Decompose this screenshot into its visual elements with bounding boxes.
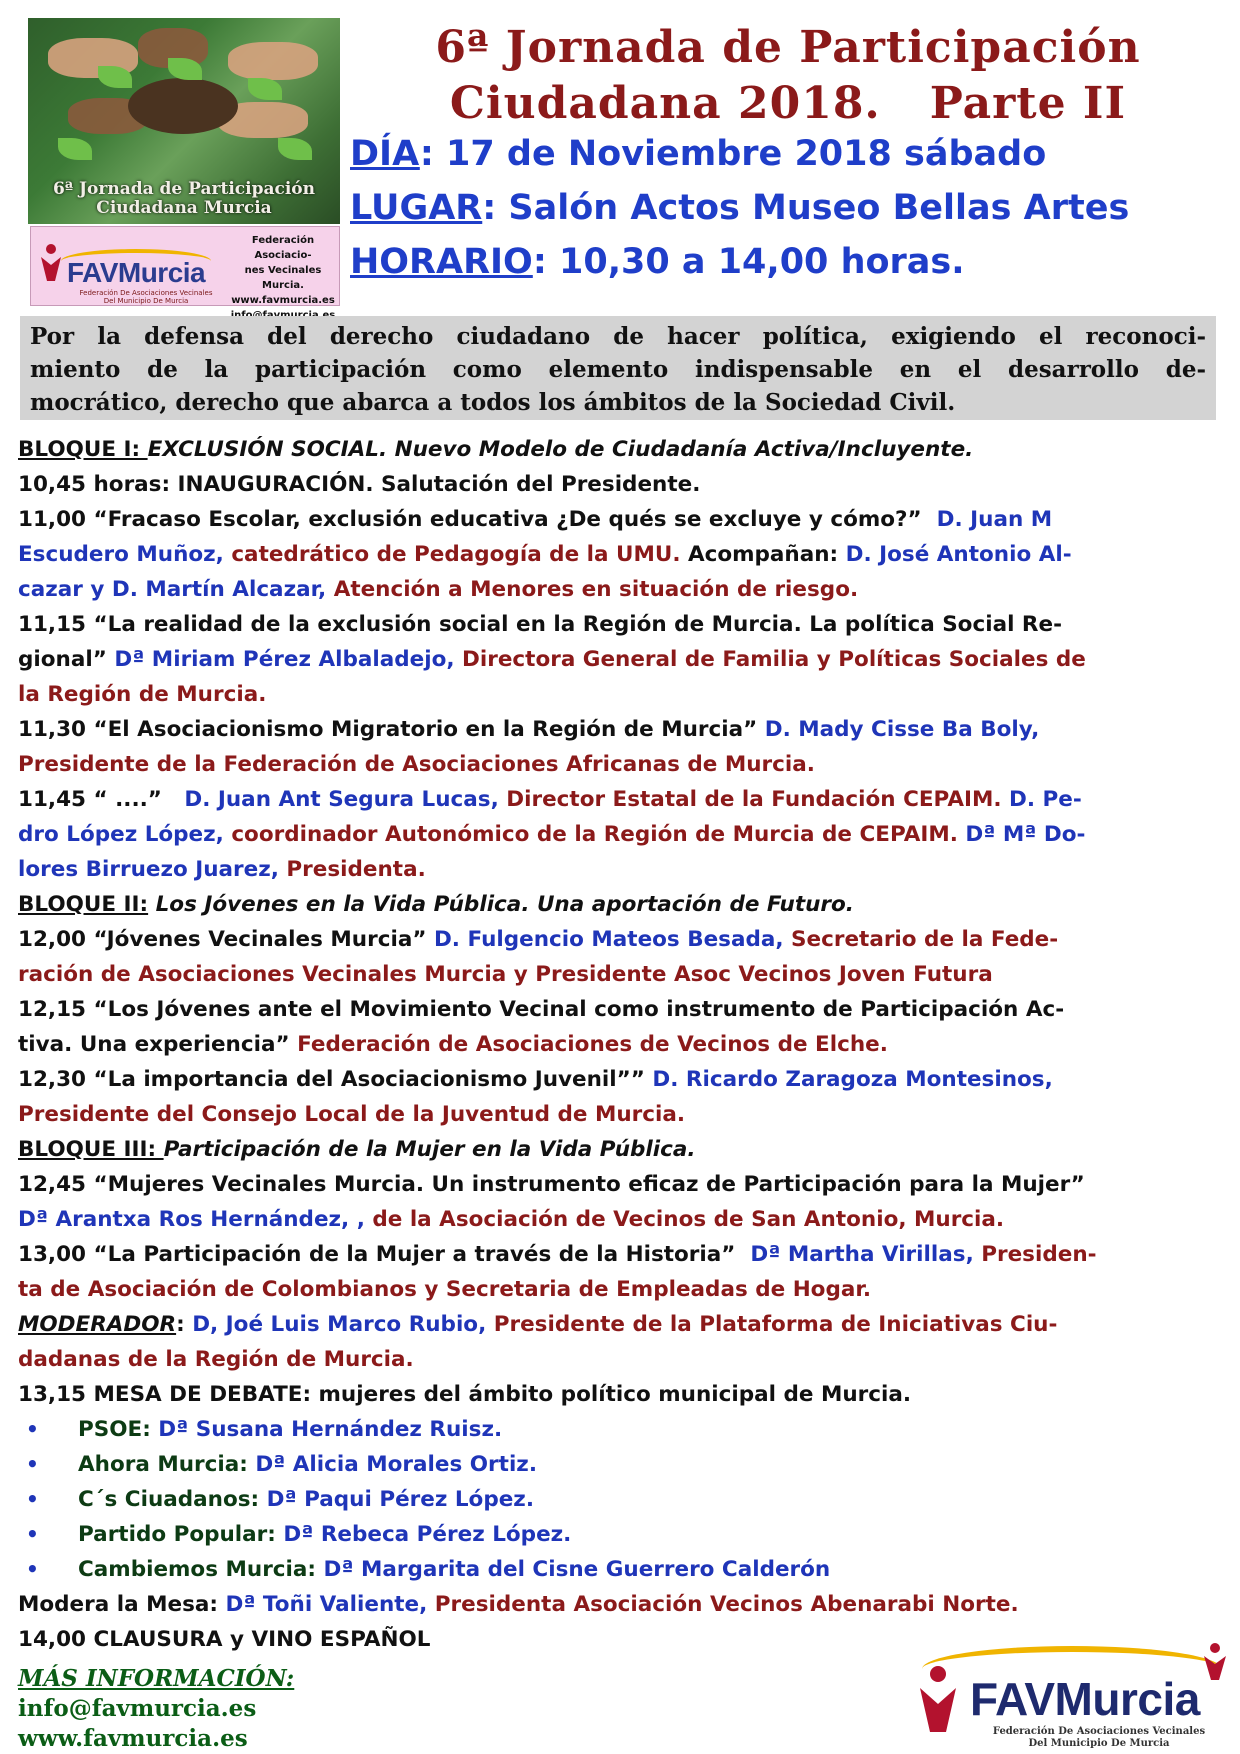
schedule-value: : 10,30 a 14,00 horas.: [532, 242, 965, 282]
event-schedule: [350, 242, 965, 282]
intro-line: miento de la participación como elemento indispensable en el desarrollo de-: [30, 356, 1206, 383]
block-title: Participación de la Mujer en la Vida Pública.: [163, 1137, 696, 1162]
block-title: EXCLUSIÓN SOCIAL. Nuevo Modelo de Ciudadanía Activa/Incluyente.: [147, 437, 974, 462]
intro-statement: [20, 316, 1216, 420]
speaker-name: D. Juan M: [936, 507, 1053, 532]
speaker-role: Presiden-: [981, 1242, 1097, 1267]
speaker-name: D. Ricardo Zaragoza Montesinos,: [652, 1067, 1053, 1092]
title-line: Ciudadana 2018. Parte II: [449, 78, 1127, 129]
speaker-name: D. Juan Ant Segura Lucas,: [184, 787, 507, 812]
program-item-cont: [18, 572, 1224, 607]
speaker-role: Director Estatal de la Fundación CEPAIM.: [506, 787, 1010, 812]
talk-title: 11,30 “El Asociacionismo Migratorio en la Región de Murcia”: [18, 717, 765, 742]
fav-badge-contact-line: www.favmurcia.es: [231, 295, 335, 306]
website-link[interactable]: www.favmurcia.es: [18, 1725, 248, 1752]
program-item-cont: [18, 852, 1224, 887]
intro-line: mocrático, derecho que abarca a todos los ámbitos de la Sociedad Civil.: [30, 389, 956, 416]
speaker-role: Presidente de la Federación de Asociaciones Africanas de Murcia.: [18, 752, 815, 777]
fav-badge-contact: [229, 233, 337, 323]
speaker-role: de la Asociación de Vecinos de San Antonio, Murcia.: [372, 1207, 1005, 1232]
block-label: BLOQUE III:: [18, 1137, 164, 1162]
list-item: [18, 1552, 1224, 1587]
program-item: 12,15 “Los Jóvenes ante el Movimiento Vecinal como instrumento de Participación Ac-: [18, 997, 1065, 1022]
speaker-role: ración de Asociaciones Vecinales Murcia y Presidente Asoc Vecinos Joven Futura: [18, 962, 993, 987]
leaf-shape: [278, 138, 312, 160]
program-item-cont: [18, 817, 1224, 852]
speaker-name: D. Fulgencio Mateos Besada,: [433, 927, 792, 952]
program-item: [18, 782, 1224, 817]
hand-shape: [228, 42, 318, 80]
speaker-name: Dª Margarita del Cisne Guerrero Calderón: [323, 1557, 831, 1582]
fav-badge-contact-line: nes Vecinales Murcia.: [244, 265, 322, 291]
speaker-name: D, Joé Luis Marco Rubio,: [192, 1312, 494, 1337]
logo-subtitle-line: Del Municipio De Murcia: [1028, 1738, 1170, 1749]
program-item: 12,45 “Mujeres Vecinales Murcia. Un instrumento eficaz de Participación para la Mujer”: [18, 1172, 1085, 1197]
program-item: 13,15 MESA DE DEBATE: mujeres del ámbito político municipal de Murcia.: [18, 1382, 912, 1407]
block-label: BLOQUE II:: [18, 892, 149, 917]
program-item: 10,45 horas: INAUGURACIÓN. Salutación del Presidente.: [18, 472, 701, 497]
more-info: [18, 1664, 294, 1754]
speaker-name: D. Mady Cisse Ba Boly,: [764, 717, 1040, 742]
party-name: PSOE:: [78, 1417, 159, 1442]
speaker-role: Presidenta Asociación Vecinos Abenarabi Norte.: [434, 1592, 1019, 1617]
moderator-sep: :: [176, 1312, 193, 1337]
list-item: [18, 1447, 1224, 1482]
speaker-role: Directora General de Familia y Políticas Sociales de: [462, 647, 1086, 672]
party-name: C´s Ciuadanos:: [78, 1487, 267, 1512]
soil-shape: [128, 78, 238, 134]
speaker-name: Dª Paqui Pérez López.: [266, 1487, 534, 1512]
party-name: Cambiemos Murcia:: [78, 1557, 324, 1582]
speaker-role: Presidenta.: [286, 857, 426, 882]
program-item: [18, 1237, 1224, 1272]
talk-note: Acompañan:: [680, 542, 846, 567]
speaker-name: Dª Mª Do-: [965, 822, 1086, 847]
event-place: [350, 188, 1129, 228]
speaker-role: Federación de Asociaciones de Vecinos de Elche.: [297, 1032, 888, 1057]
schedule-label: HORARIO: [350, 242, 533, 282]
speaker-role: catedrático de Pedagogía de la UMU.: [231, 542, 681, 567]
more-info-label: MÁS INFORMACIÓN:: [18, 1665, 295, 1692]
speaker-name: cazar y D. Martín Alcazar,: [18, 577, 334, 602]
moderator-label: Modera la Mesa:: [18, 1592, 226, 1617]
person-logo-icon: [1202, 1642, 1228, 1682]
logo-subtitle: [974, 1726, 1224, 1750]
program-item-cont: [18, 1027, 1224, 1062]
fav-badge: [30, 226, 340, 306]
photo-caption-line: 6ª Jornada de Participación: [52, 179, 315, 199]
speaker-name: Dª Arantxa Ros Hernández, ,: [18, 1207, 373, 1232]
program-item-cont: [18, 642, 1224, 677]
fav-badge-subtitle-line: Federación De Asociaciones Vecinales: [79, 289, 213, 297]
logo-subtitle-line: Federación De Asociaciones Vecinales: [992, 1726, 1206, 1737]
list-item: [18, 1482, 1224, 1517]
intro-line: Por la defensa del derecho ciudadano de hacer política, exigiendo el reconoci-: [30, 323, 1206, 350]
block-heading: [18, 887, 1224, 922]
email-link[interactable]: info@favmurcia.es: [18, 1695, 257, 1722]
speaker-name: dro López López,: [18, 822, 232, 847]
fav-badge-subtitle: [71, 289, 221, 305]
person-logo-icon: [39, 243, 63, 283]
speaker-name: D. José Antonio Al-: [845, 542, 1072, 567]
speaker-name: lores Birruezo Juarez,: [18, 857, 287, 882]
program-item: [18, 502, 1224, 537]
leaf-shape: [248, 78, 282, 100]
date-value: : 17 de Noviembre 2018 sábado: [419, 134, 1047, 174]
program-item: [18, 922, 1224, 957]
favmurcia-logo: [914, 1636, 1234, 1748]
panel-list: [18, 1412, 1224, 1587]
speaker-name: Dª Alicia Morales Ortiz.: [255, 1452, 537, 1477]
photo-caption: [28, 180, 340, 218]
speaker-name: Dª Toñi Valiente,: [225, 1592, 435, 1617]
speaker-role: la Región de Murcia.: [18, 682, 267, 707]
fav-badge-subtitle-line: Del Municipio De Murcia: [103, 297, 189, 305]
list-item: [18, 1517, 1224, 1552]
logo-name: FAVMurcia: [970, 1673, 1200, 1725]
program-item-cont: [18, 537, 1224, 572]
party-name: Partido Popular:: [78, 1522, 284, 1547]
fav-badge-contact-line: Federación Asociacio-: [251, 235, 315, 261]
title-line: 6ª Jornada de Participación: [435, 22, 1141, 73]
talk-title: tiva. Una experiencia”: [18, 1032, 298, 1057]
moderator-line: [18, 1307, 1224, 1342]
page-title: [348, 20, 1228, 132]
person-logo-icon: [918, 1664, 958, 1734]
program: [18, 432, 1224, 1657]
speaker-name: Dª Martha Virillas,: [750, 1242, 982, 1267]
speaker-role: ta de Asociación de Colombianos y Secretaria de Empleadas de Hogar.: [18, 1277, 872, 1302]
speaker-role: Presidente del Consejo Local de la Juventud de Murcia.: [18, 1102, 686, 1127]
talk-title: 12,30 “La importancia del Asociacionismo Juvenil””: [18, 1067, 653, 1092]
program-item-cont: [18, 1202, 1224, 1237]
party-name: Ahora Murcia:: [78, 1452, 256, 1477]
speaker-role: dadanas de la Región de Murcia.: [18, 1347, 414, 1372]
place-label: LUGAR: [350, 188, 483, 228]
date-label: DÍA: [350, 134, 420, 174]
event-photo: [28, 18, 340, 224]
list-item: [18, 1412, 1224, 1447]
program-item: [18, 1062, 1224, 1097]
moderator-label: MODERADOR: [18, 1312, 177, 1337]
speaker-role: Secretario de la Fede-: [791, 927, 1059, 952]
block-heading: [18, 1132, 1224, 1167]
leaf-shape: [58, 138, 92, 160]
moderator-line: [18, 1587, 1224, 1622]
talk-title: 12,00 “Jóvenes Vecinales Murcia”: [18, 927, 434, 952]
speaker-role: coordinador Autonómico de la Región de Murcia de CEPAIM.: [231, 822, 966, 847]
place-value: : Salón Actos Museo Bellas Artes: [482, 188, 1130, 228]
speaker-name: Dª Miriam Pérez Albaladejo,: [114, 647, 463, 672]
talk-title: 11,00 “Fracaso Escolar, exclusión educativa ¿De qués se excluye y cómo?”: [18, 507, 937, 532]
block-heading: [18, 432, 1224, 467]
block-label: BLOQUE I:: [18, 437, 148, 462]
speaker-name: D. Pe-: [1009, 787, 1082, 812]
talk-title: 13,00 “La Participación de la Mujer a través de la Historia”: [18, 1242, 751, 1267]
program-item: 11,15 “La realidad de la exclusión social en la Región de Murcia. La política Social Re-: [18, 612, 1062, 637]
speaker-name: Dª Rebeca Pérez López.: [283, 1522, 572, 1547]
talk-title: 11,45 “ ....”: [18, 787, 185, 812]
fav-badge-name: FAVMurcia: [67, 257, 206, 288]
block-title: Los Jóvenes en la Vida Pública. Una aportación de Futuro.: [148, 892, 854, 917]
speaker-name: Dª Susana Hernández Ruisz.: [158, 1417, 503, 1442]
program-item: 14,00 CLAUSURA y VINO ESPAÑOL: [18, 1627, 431, 1652]
photo-caption-line: Ciudadana Murcia: [96, 198, 272, 218]
event-date: [350, 134, 1046, 174]
talk-title: gional”: [18, 647, 115, 672]
speaker-role: Atención a Menores en situación de riesgo.: [333, 577, 859, 602]
speaker-name: Escudero Muñoz,: [18, 542, 232, 567]
speaker-role: Presidente de la Plataforma de Iniciativas Ciu-: [493, 1312, 1058, 1337]
program-item: [18, 712, 1224, 747]
